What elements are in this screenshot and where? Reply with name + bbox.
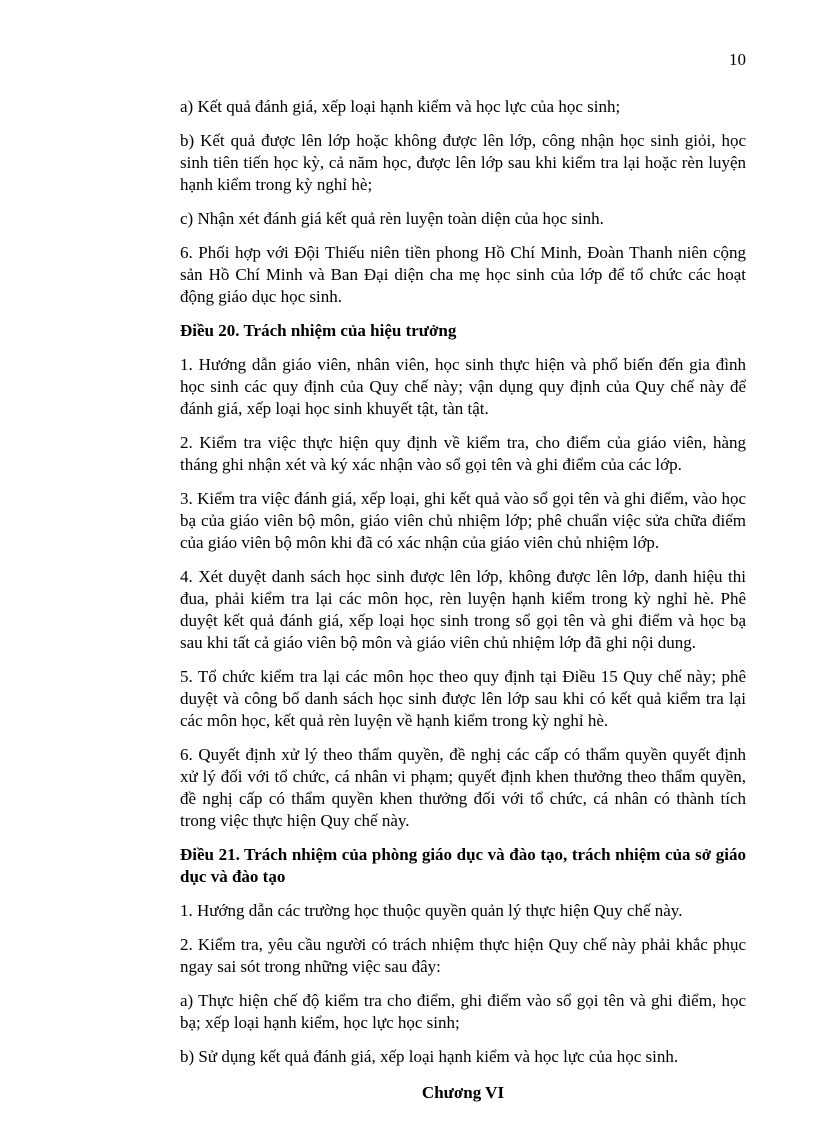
article-heading: Điều 21. Trách nhiệm của phòng giáo dục và đào tạo, trách nhiệm của sở giáo dục và đào tạo — [180, 845, 746, 886]
article-heading: Điều 20. Trách nhiệm của hiệu trưởng — [180, 321, 457, 340]
paragraph: a) Thực hiện chế độ kiểm tra cho điểm, ghi điểm vào sổ gọi tên và ghi điểm, học bạ; xếp loại hạnh kiểm, học lực học sinh; — [180, 991, 746, 1032]
page-number: 10 — [729, 50, 746, 69]
paragraph: 5. Tổ chức kiểm tra lại các môn học theo quy định tại Điều 15 Quy chế này; phê duyệt và công bố danh sách học sinh được lên lớp sau khi có kết quả kiểm tra lại các môn học, kết quả rèn luyện về hạnh kiểm trong kỳ nghỉ hè. — [180, 667, 746, 730]
paragraph: c) Nhận xét đánh giá kết quả rèn luyện toàn diện của học sinh. — [180, 209, 604, 228]
paragraph: b) Sử dụng kết quả đánh giá, xếp loại hạnh kiểm và học lực của học sinh. — [180, 1047, 679, 1066]
paragraph: 4. Xét duyệt danh sách học sinh được lên lớp, không được lên lớp, danh hiệu thi đua, phải kiểm tra lại các môn học, rèn luyện hạnh kiểm trong kỳ nghỉ hè. Phê duyệt kết quả đánh giá, xếp loại học sinh trong sổ gọi tên và ghi điểm và học bạ sau khi tất cả giáo viên bộ môn và giáo viên chủ nhiệm lớp đã ghi nội dung. — [180, 567, 746, 652]
paragraph: 1. Hướng dẫn các trường học thuộc quyền quản lý thực hiện Quy chế này. — [180, 901, 683, 920]
paragraph: 1. Hướng dẫn giáo viên, nhân viên, học sinh thực hiện và phổ biến đến gia đình học sinh các quy định của Quy chế này; vận dụng quy định của Quy chế này để đánh giá, xếp loại học sinh khuyết tật, tàn tật. — [180, 355, 746, 418]
paragraph: 3. Kiểm tra việc đánh giá, xếp loại, ghi kết quả vào sổ gọi tên và ghi điểm, vào học bạ của giáo viên bộ môn, giáo viên chủ nhiệm lớp; phê chuẩn việc sửa chữa điểm của giáo viên bộ môn khi đã có xác nhận của giáo viên chủ nhiệm lớp. — [180, 489, 746, 552]
paragraph: 2. Kiểm tra việc thực hiện quy định về kiểm tra, cho điểm của giáo viên, hàng tháng ghi nhận xét và ký xác nhận vào sổ gọi tên và ghi điểm của các lớp. — [180, 433, 746, 474]
paragraph: b) Kết quả được lên lớp hoặc không được lên lớp, công nhận học sinh giỏi, học sinh tiên tiến học kỳ, cả năm học, được lên lớp sau khi kiểm tra lại hoặc rèn luyện hạnh kiểm trong kỳ nghỉ hè; — [180, 131, 746, 194]
paragraph: 6. Quyết định xử lý theo thẩm quyền, đề nghị các cấp có thẩm quyền quyết định xử lý đối với tổ chức, cá nhân vi phạm; quyết định khen thưởng theo thẩm quyền, đề nghị cấp có thẩm quyền khen thưởng đối với tổ chức, cá nhân có thành tích trong việc thực hiện Quy chế này. — [180, 745, 746, 830]
paragraph: a) Kết quả đánh giá, xếp loại hạnh kiểm và học lực của học sinh; — [180, 97, 621, 116]
paragraph: 6. Phối hợp với Đội Thiếu niên tiền phong Hồ Chí Minh, Đoàn Thanh niên cộng sản Hồ Chí Minh và Ban Đại diện cha mẹ học sinh của lớp để tổ chức các hoạt động giáo dục học sinh. — [180, 243, 746, 306]
document-body — [180, 96, 746, 1104]
chapter-title: Chương VI — [421, 1083, 505, 1102]
paragraph: 2. Kiểm tra, yêu cầu người có trách nhiệm thực hiện Quy chế này phải khắc phục ngay sai sót trong những việc sau đây: — [180, 935, 746, 976]
